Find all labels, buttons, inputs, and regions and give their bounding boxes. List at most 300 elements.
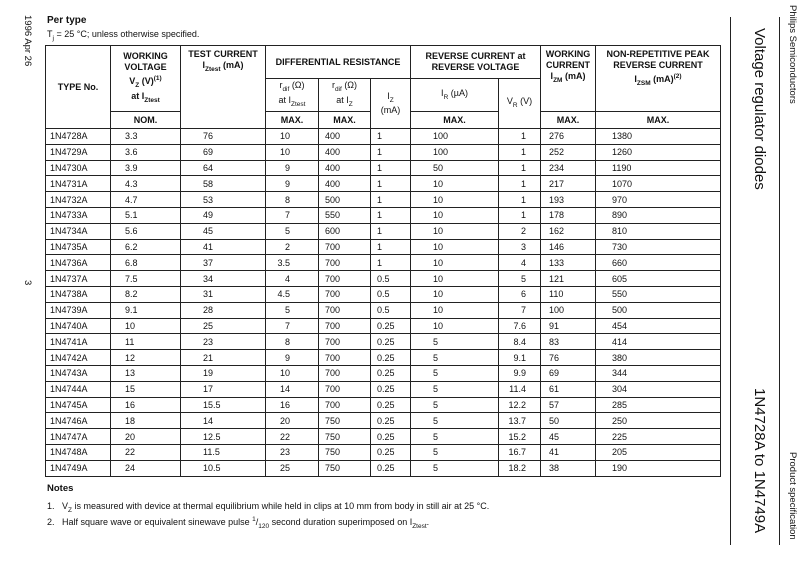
cell-iz: 1 (371, 207, 411, 223)
cell-iz: 0.25 (371, 350, 411, 366)
cell-iztest: 76 (181, 129, 266, 145)
cell-izsm: 344 (596, 365, 721, 381)
company-name: Philips Semiconductors (787, 5, 798, 104)
document-type: Product specification (787, 452, 798, 540)
cell-izsm: 1190 (596, 160, 721, 176)
table-row (46, 429, 721, 445)
cell-vr: 5 (499, 271, 541, 287)
table-row (46, 223, 721, 239)
cell-izsm: 605 (596, 271, 721, 287)
cell-izsm: 304 (596, 381, 721, 397)
cell-rdif-iz: 700 (319, 239, 371, 255)
document-title: Voltage regulator diodes (751, 28, 768, 190)
divider-line (779, 17, 780, 545)
table-row (46, 160, 721, 176)
at: at I (336, 95, 349, 105)
cell-iz: 1 (371, 192, 411, 208)
header-iz (371, 79, 411, 129)
cell-vr: 6 (499, 286, 541, 302)
table-row (46, 381, 721, 397)
cell-iztest: 53 (181, 192, 266, 208)
cell-izsm: 500 (596, 302, 721, 318)
sym: r (279, 80, 283, 91)
cell-iztest: 45 (181, 223, 266, 239)
cell-type: 1N4747A (46, 429, 111, 445)
cell-vz-nom: 3.9 (111, 160, 181, 176)
table-row (46, 192, 721, 208)
table-row (46, 302, 721, 318)
cell-iz: 0.25 (371, 413, 411, 429)
cell-rdif-ztest: 7 (266, 207, 319, 223)
cell-iz: 0.5 (371, 286, 411, 302)
cell-rdif-ztest: 25 (266, 460, 319, 476)
cell-rdif-ztest: 2 (266, 239, 319, 255)
cell-rdif-iz: 700 (319, 302, 371, 318)
note-text: second duration superimposed on I (269, 517, 413, 527)
cell-izm: 38 (541, 460, 596, 476)
cell-type: 1N4728A (46, 129, 111, 145)
cell-type: 1N4740A (46, 318, 111, 334)
cell-vz-nom: 20 (111, 429, 181, 445)
cell-rdif-ztest: 5 (266, 302, 319, 318)
nr-title: NON-REPETITIVE PEAK REVERSE CURRENT (606, 49, 710, 70)
cell-vz-nom: 4.7 (111, 192, 181, 208)
cell-rdif-iz: 700 (319, 381, 371, 397)
sub: Ztest (144, 96, 160, 104)
cell-izsm: 454 (596, 318, 721, 334)
cell-vr: 7 (499, 302, 541, 318)
cell-rdif-ztest: 9 (266, 350, 319, 366)
cell-iztest: 28 (181, 302, 266, 318)
header-working-voltage (111, 46, 181, 112)
cell-izsm: 250 (596, 413, 721, 429)
cell-iz: 1 (371, 129, 411, 145)
table-row (46, 271, 721, 287)
header-rdif-iz (319, 79, 371, 112)
cell-iztest: 21 (181, 350, 266, 366)
cell-iztest: 31 (181, 286, 266, 302)
cell-ir: 5 (411, 365, 499, 381)
cell-vr: 11.4 (499, 381, 541, 397)
header-differential-resistance: DIFFERENTIAL RESISTANCE (266, 46, 411, 79)
cell-vr: 9.9 (499, 365, 541, 381)
cell-rdif-ztest: 14 (266, 381, 319, 397)
tc-title: TEST CURRENT (188, 49, 258, 59)
cell-ir: 10 (411, 176, 499, 192)
cell-izsm: 285 (596, 397, 721, 413)
table-body (46, 129, 721, 477)
unit: (mA) (562, 71, 586, 81)
cell-izm: 276 (541, 129, 596, 145)
cell-ir: 10 (411, 286, 499, 302)
limit-max: MAX. (411, 112, 499, 129)
footnote-ref: (1) (153, 75, 162, 83)
cell-type: 1N4734A (46, 223, 111, 239)
cell-iztest: 37 (181, 255, 266, 271)
cell-izsm: 890 (596, 207, 721, 223)
cell-izm: 57 (541, 397, 596, 413)
header-type-no: TYPE No. (46, 46, 111, 129)
cell-iz: 1 (371, 176, 411, 192)
cell-vr: 13.7 (499, 413, 541, 429)
unit: (Ω) (341, 80, 358, 91)
limit-nom: NOM. (111, 112, 181, 129)
table-row (46, 460, 721, 476)
part-range: 1N4728A to 1N4749A (751, 388, 768, 534)
cell-type: 1N4743A (46, 365, 111, 381)
cell-ir: 10 (411, 192, 499, 208)
cell-iz: 0.25 (371, 429, 411, 445)
cell-rdif-iz: 400 (319, 129, 371, 145)
cell-type: 1N4749A (46, 460, 111, 476)
table-row (46, 318, 721, 334)
limit-max: MAX. (596, 112, 721, 129)
page-number: 3 (22, 280, 33, 286)
conditions (47, 29, 199, 42)
cell-rdif-iz: 700 (319, 350, 371, 366)
cell-vz-nom: 18 (111, 413, 181, 429)
cell-rdif-ztest: 7 (266, 318, 319, 334)
sub: R (443, 93, 449, 101)
sub: R (512, 101, 518, 109)
cell-iz: 1 (371, 223, 411, 239)
cell-ir: 5 (411, 413, 499, 429)
cell-iztest: 41 (181, 239, 266, 255)
cell-vr: 18.2 (499, 460, 541, 476)
cell-iztest: 25 (181, 318, 266, 334)
sub: dif (334, 86, 342, 93)
sub: Z (135, 82, 140, 89)
cell-rdif-iz: 700 (319, 365, 371, 381)
header-reverse-current: REVERSE CURRENT at REVERSE VOLTAGE (411, 46, 541, 79)
cell-rdif-ztest: 23 (266, 444, 319, 460)
cell-iztest: 69 (181, 144, 266, 160)
wc-title: WORKING CURRENT (545, 49, 591, 70)
cell-vz-nom: 3.3 (111, 129, 181, 145)
note-2: 2. Half square wave or equivalent sinewave pulse $^1/_{120}$ second duration superimposed on $I_{Ztest}$. (47, 516, 430, 530)
cell-izm: 41 (541, 444, 596, 460)
fraction-den: 120 (258, 522, 270, 530)
sub: Ztest (291, 100, 306, 108)
cell-vz-nom: 22 (111, 444, 181, 460)
cell-iz: 1 (371, 239, 411, 255)
cell-izsm: 730 (596, 239, 721, 255)
cell-vz-nom: 10 (111, 318, 181, 334)
cell-izm: 91 (541, 318, 596, 334)
cell-vz-nom: 6.8 (111, 255, 181, 271)
cell-izm: 193 (541, 192, 596, 208)
cell-iz: 0.25 (371, 397, 411, 413)
cell-rdif-iz: 700 (319, 318, 371, 334)
cell-iztest: 11.5 (181, 444, 266, 460)
sub: ZSM (636, 79, 651, 87)
cell-ir: 100 (411, 129, 499, 145)
note-number: 2. (47, 517, 55, 527)
cell-izsm: 190 (596, 460, 721, 476)
cell-type: 1N4742A (46, 350, 111, 366)
wv-title: WORKING VOLTAGE (123, 51, 168, 73)
cell-vz-nom: 11 (111, 334, 181, 350)
cell-rdif-iz: 750 (319, 460, 371, 476)
header-working-current (541, 46, 596, 112)
cell-ir: 10 (411, 302, 499, 318)
cell-vz-nom: 3.6 (111, 144, 181, 160)
cell-vz-nom: 12 (111, 350, 181, 366)
cell-rdif-iz: 700 (319, 286, 371, 302)
cell-vr: 2 (499, 223, 541, 239)
cell-vr: 1 (499, 207, 541, 223)
cell-iz: 1 (371, 255, 411, 271)
cell-iztest: 15.5 (181, 397, 266, 413)
cell-iztest: 23 (181, 334, 266, 350)
unit: (Ω) (289, 80, 305, 91)
cell-vz-nom: 8.2 (111, 286, 181, 302)
sym: I (550, 71, 554, 81)
cell-vz-nom: 6.2 (111, 239, 181, 255)
cell-ir: 100 (411, 144, 499, 160)
cell-iz: 1 (371, 144, 411, 160)
sub: Z (68, 506, 72, 514)
unit: (mA) (650, 74, 674, 84)
sym: I (441, 87, 444, 98)
cell-izsm: 1070 (596, 176, 721, 192)
cell-izsm: 810 (596, 223, 721, 239)
cell-izm: 121 (541, 271, 596, 287)
cell-rdif-iz: 750 (319, 429, 371, 445)
cell-vz-nom: 7.5 (111, 271, 181, 287)
cell-rdif-ztest: 8 (266, 334, 319, 350)
header-vr (499, 79, 541, 129)
cell-iztest: 58 (181, 176, 266, 192)
cell-rdif-iz: 750 (319, 444, 371, 460)
cell-rdif-iz: 400 (319, 144, 371, 160)
cell-vz-nom: 16 (111, 397, 181, 413)
cell-rdif-ztest: 10 (266, 129, 319, 145)
cell-vz-nom: 5.6 (111, 223, 181, 239)
table-row (46, 239, 721, 255)
cell-ir: 10 (411, 239, 499, 255)
cell-type: 1N4739A (46, 302, 111, 318)
sym: r (331, 80, 335, 91)
cell-vr: 1 (499, 129, 541, 145)
cond-text: = 25 °C; unless otherwise specified. (53, 29, 200, 39)
cell-rdif-iz: 700 (319, 271, 371, 287)
cell-vz-nom: 9.1 (111, 302, 181, 318)
cell-iz: 0.25 (371, 334, 411, 350)
at: at I (278, 95, 292, 105)
cell-izm: 252 (541, 144, 596, 160)
cell-izsm: 380 (596, 350, 721, 366)
divider-line (730, 17, 731, 545)
table-row (46, 444, 721, 460)
cell-rdif-ztest: 3.5 (266, 255, 319, 271)
sub: dif (282, 86, 290, 93)
cell-iz: 0.25 (371, 460, 411, 476)
spec-table (45, 45, 721, 477)
header-peak-reverse-current (596, 46, 721, 112)
sub: Ztest (412, 522, 427, 530)
sym: V (62, 501, 69, 511)
limit-max: MAX. (541, 112, 596, 129)
table-row (46, 413, 721, 429)
table-row (46, 286, 721, 302)
cell-vr: 15.2 (499, 429, 541, 445)
cond-sub: j (52, 34, 54, 42)
cell-rdif-ztest: 22 (266, 429, 319, 445)
header-test-current (181, 46, 266, 129)
cell-iztest: 64 (181, 160, 266, 176)
cell-izsm: 205 (596, 444, 721, 460)
cell-iztest: 10.5 (181, 460, 266, 476)
sub: Ztest (204, 65, 221, 73)
cell-iz: 0.5 (371, 302, 411, 318)
cell-rdif-ztest: 9 (266, 160, 319, 176)
unit: (µA) (448, 87, 468, 98)
table-row (46, 255, 721, 271)
cell-vz-nom: 13 (111, 365, 181, 381)
limit-max: MAX. (266, 112, 319, 129)
cell-izm: 146 (541, 239, 596, 255)
cell-iz: 1 (371, 160, 411, 176)
cell-izm: 83 (541, 334, 596, 350)
cond-symbol: T (47, 29, 53, 39)
cell-type: 1N4735A (46, 239, 111, 255)
cell-rdif-iz: 750 (319, 413, 371, 429)
table-row (46, 207, 721, 223)
unit: (mA) (380, 105, 401, 116)
cell-rdif-iz: 700 (319, 255, 371, 271)
cell-rdif-ztest: 20 (266, 413, 319, 429)
cell-rdif-iz: 600 (319, 223, 371, 239)
note-1 (47, 501, 489, 514)
cell-rdif-iz: 500 (319, 192, 371, 208)
note-number: 1. (47, 501, 55, 511)
cell-ir: 10 (411, 223, 499, 239)
cell-rdif-ztest: 16 (266, 397, 319, 413)
cell-iz: 0.25 (371, 365, 411, 381)
cell-ir: 5 (411, 397, 499, 413)
cell-rdif-ztest: 10 (266, 365, 319, 381)
cell-type: 1N4744A (46, 381, 111, 397)
cell-type: 1N4738A (46, 286, 111, 302)
sym: I (202, 60, 205, 70)
cell-izm: 133 (541, 255, 596, 271)
cell-rdif-iz: 550 (319, 207, 371, 223)
sym: I (634, 74, 637, 84)
cell-iz: 0.25 (371, 318, 411, 334)
cell-vr: 1 (499, 176, 541, 192)
cell-iztest: 12.5 (181, 429, 266, 445)
cell-vz-nom: 5.1 (111, 207, 181, 223)
cell-iztest: 34 (181, 271, 266, 287)
cell-rdif-ztest: 9 (266, 176, 319, 192)
cell-vr: 1 (499, 192, 541, 208)
cell-izm: 217 (541, 176, 596, 192)
cell-ir: 50 (411, 160, 499, 176)
table-row (46, 334, 721, 350)
cell-vz-nom: 15 (111, 381, 181, 397)
cell-iztest: 17 (181, 381, 266, 397)
cell-ir: 5 (411, 334, 499, 350)
table-row (46, 397, 721, 413)
header-ir (411, 79, 499, 112)
cell-type: 1N4730A (46, 160, 111, 176)
cell-izm: 61 (541, 381, 596, 397)
cell-vr: 3 (499, 239, 541, 255)
cell-ir: 10 (411, 207, 499, 223)
cell-iztest: 14 (181, 413, 266, 429)
cell-izsm: 225 (596, 429, 721, 445)
sym: V (506, 96, 513, 107)
cell-type: 1N4736A (46, 255, 111, 271)
cell-izm: 76 (541, 350, 596, 366)
notes-title: Notes (47, 483, 74, 494)
unit: (mA) (220, 60, 244, 70)
cell-ir: 10 (411, 271, 499, 287)
sym: V (129, 76, 136, 87)
cell-izsm: 550 (596, 286, 721, 302)
cell-vr: 1 (499, 160, 541, 176)
cell-rdif-ztest: 4.5 (266, 286, 319, 302)
cell-izm: 234 (541, 160, 596, 176)
cell-vr: 9.1 (499, 350, 541, 366)
footnote-ref: (2) (673, 73, 682, 80)
table-row (46, 350, 721, 366)
cell-type: 1N4741A (46, 334, 111, 350)
cell-izm: 100 (541, 302, 596, 318)
cell-izm: 110 (541, 286, 596, 302)
sym: I (387, 90, 390, 101)
unit: (V) (517, 96, 533, 107)
cell-vr: 8.4 (499, 334, 541, 350)
header-rdif-ztest (266, 79, 319, 112)
cell-type: 1N4746A (46, 413, 111, 429)
cell-rdif-ztest: 5 (266, 223, 319, 239)
cell-iztest: 19 (181, 365, 266, 381)
cell-type: 1N4745A (46, 397, 111, 413)
sub: Z (389, 96, 394, 104)
cell-izm: 69 (541, 365, 596, 381)
cell-vz-nom: 4.3 (111, 176, 181, 192)
cell-iz: 0.25 (371, 444, 411, 460)
limit-max: MAX. (319, 112, 371, 129)
unit: (V) (139, 76, 154, 87)
cell-type: 1N4748A (46, 444, 111, 460)
cell-type: 1N4732A (46, 192, 111, 208)
at: at I (131, 91, 145, 101)
cell-type: 1N4737A (46, 271, 111, 287)
cell-izsm: 414 (596, 334, 721, 350)
cell-type: 1N4733A (46, 207, 111, 223)
cell-izm: 50 (541, 413, 596, 429)
cell-rdif-iz: 400 (319, 176, 371, 192)
cell-vr: 7.6 (499, 318, 541, 334)
table-row (46, 129, 721, 145)
table-row (46, 365, 721, 381)
date-label: 1996 Apr 26 (22, 15, 33, 67)
table-row (46, 176, 721, 192)
cell-izm: 45 (541, 429, 596, 445)
sub: ZM (553, 76, 563, 84)
cell-vz-nom: 24 (111, 460, 181, 476)
cell-izsm: 1260 (596, 144, 721, 160)
cell-izsm: 660 (596, 255, 721, 271)
cell-rdif-ztest: 10 (266, 144, 319, 160)
cell-ir: 5 (411, 429, 499, 445)
cell-ir: 5 (411, 350, 499, 366)
cell-izsm: 1380 (596, 129, 721, 145)
cell-iz: 0.5 (371, 271, 411, 287)
